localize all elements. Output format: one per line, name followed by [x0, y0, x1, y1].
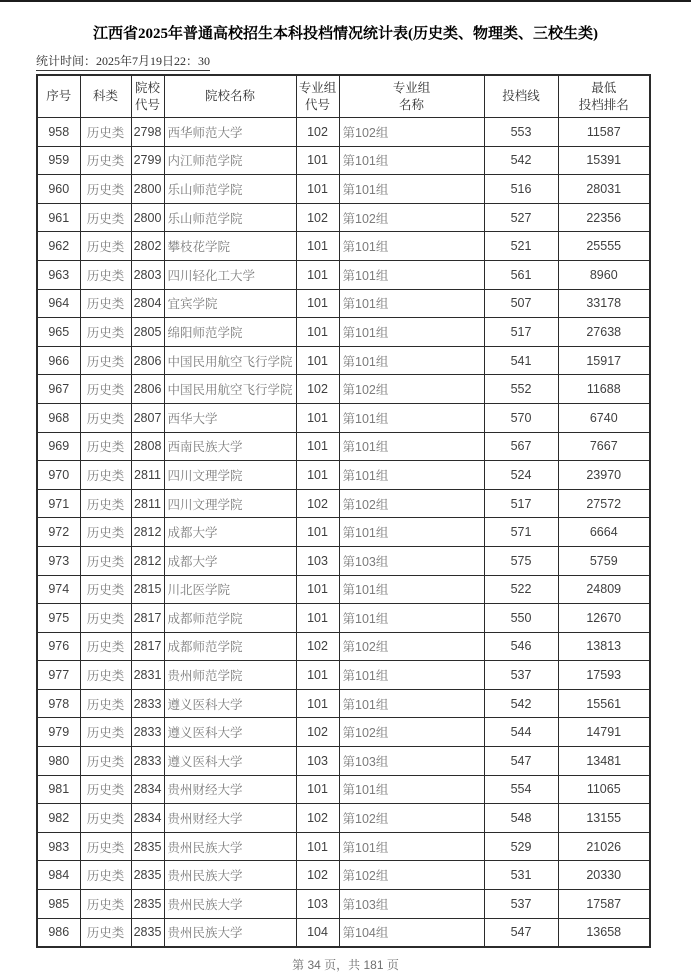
cell-category: 历史类	[80, 661, 131, 690]
header-group-code-line2: 代号	[304, 97, 330, 112]
table-row	[37, 375, 650, 404]
cell-group-name: 第101组	[339, 604, 484, 633]
cell-cutoff-score: 553	[484, 118, 558, 147]
cell-group-code: 102	[296, 203, 339, 232]
cell-college-code: 2811	[131, 489, 164, 518]
cell-group-name: 第101组	[339, 289, 484, 318]
cell-min-rank: 13155	[558, 804, 650, 833]
cell-group-name: 第102组	[339, 203, 484, 232]
cell-group-code: 101	[296, 232, 339, 261]
table-row	[37, 747, 650, 776]
cell-group-name: 第102组	[339, 118, 484, 147]
cell-college-name: 遵义医科大学	[164, 718, 296, 747]
cell-group-code: 102	[296, 375, 339, 404]
cell-category: 历史类	[80, 861, 131, 890]
cell-group-name: 第101组	[339, 689, 484, 718]
cell-cutoff-score: 554	[484, 775, 558, 804]
cell-serial: 970	[37, 461, 80, 490]
table-row	[37, 432, 650, 461]
cell-group-name: 第102组	[339, 375, 484, 404]
cell-min-rank: 7667	[558, 432, 650, 461]
cell-category: 历史类	[80, 832, 131, 861]
header-college-code	[131, 75, 164, 118]
cell-serial: 986	[37, 918, 80, 947]
cell-serial: 968	[37, 403, 80, 432]
header-serial-line1: 序号	[46, 89, 72, 104]
cell-group-name: 第104组	[339, 918, 484, 947]
cell-college-code: 2800	[131, 175, 164, 204]
cell-group-code: 101	[296, 403, 339, 432]
cell-min-rank: 14791	[558, 718, 650, 747]
cell-group-code: 101	[296, 260, 339, 289]
cell-group-name: 第103组	[339, 546, 484, 575]
cell-college-name: 贵州民族大学	[164, 861, 296, 890]
cell-college-code: 2798	[131, 118, 164, 147]
cell-group-name: 第102组	[339, 861, 484, 890]
cell-group-name: 第101组	[339, 260, 484, 289]
cell-category: 历史类	[80, 461, 131, 490]
cell-group-code: 101	[296, 318, 339, 347]
cell-group-code: 103	[296, 890, 339, 919]
cell-category: 历史类	[80, 232, 131, 261]
cell-serial: 975	[37, 604, 80, 633]
cell-college-code: 2812	[131, 546, 164, 575]
cell-category: 历史类	[80, 747, 131, 776]
cell-serial: 977	[37, 661, 80, 690]
cell-category: 历史类	[80, 575, 131, 604]
cell-serial: 971	[37, 489, 80, 518]
cell-group-name: 第101组	[339, 318, 484, 347]
cell-cutoff-score: 561	[484, 260, 558, 289]
cell-college-code: 2802	[131, 232, 164, 261]
cell-group-code: 101	[296, 146, 339, 175]
cell-college-name: 四川文理学院	[164, 489, 296, 518]
cell-serial: 984	[37, 861, 80, 890]
cell-college-name: 中国民用航空飞行学院	[164, 346, 296, 375]
cell-serial: 965	[37, 318, 80, 347]
cell-group-name: 第101组	[339, 661, 484, 690]
header-group-name	[339, 75, 484, 118]
cell-serial: 976	[37, 632, 80, 661]
cell-min-rank: 28031	[558, 175, 650, 204]
cell-college-code: 2800	[131, 203, 164, 232]
cell-group-name: 第101组	[339, 403, 484, 432]
table-row	[37, 661, 650, 690]
table-row	[37, 175, 650, 204]
cell-category: 历史类	[80, 604, 131, 633]
cell-cutoff-score: 548	[484, 804, 558, 833]
cell-category: 历史类	[80, 118, 131, 147]
cell-serial: 982	[37, 804, 80, 833]
cell-group-code: 102	[296, 118, 339, 147]
cell-college-name: 贵州民族大学	[164, 890, 296, 919]
cell-college-name: 遵义医科大学	[164, 689, 296, 718]
table-row	[37, 775, 650, 804]
cell-college-code: 2811	[131, 461, 164, 490]
cell-min-rank: 17593	[558, 661, 650, 690]
cell-college-code: 2804	[131, 289, 164, 318]
cell-min-rank: 21026	[558, 832, 650, 861]
cell-min-rank: 13481	[558, 747, 650, 776]
cell-min-rank: 17587	[558, 890, 650, 919]
header-college-name	[164, 75, 296, 118]
cell-college-name: 绵阳师范学院	[164, 318, 296, 347]
cell-college-code: 2835	[131, 861, 164, 890]
subtitle-row	[36, 52, 691, 71]
cell-cutoff-score: 537	[484, 890, 558, 919]
cell-group-code: 104	[296, 918, 339, 947]
cell-college-code: 2799	[131, 146, 164, 175]
cell-group-code: 101	[296, 775, 339, 804]
header-min-rank-line2: 投档排名	[578, 97, 629, 112]
cell-group-name: 第102组	[339, 489, 484, 518]
cell-min-rank: 6664	[558, 518, 650, 547]
cell-category: 历史类	[80, 518, 131, 547]
cell-serial: 981	[37, 775, 80, 804]
cell-group-name: 第101组	[339, 461, 484, 490]
cell-group-name: 第101组	[339, 232, 484, 261]
cell-college-name: 成都大学	[164, 546, 296, 575]
cell-college-code: 2835	[131, 918, 164, 947]
cell-category: 历史类	[80, 289, 131, 318]
cell-min-rank: 20330	[558, 861, 650, 890]
cell-serial: 983	[37, 832, 80, 861]
cell-cutoff-score: 546	[484, 632, 558, 661]
header-group-code	[296, 75, 339, 118]
cell-group-name: 第101组	[339, 832, 484, 861]
cell-cutoff-score: 542	[484, 146, 558, 175]
cell-serial: 960	[37, 175, 80, 204]
cell-college-code: 2812	[131, 518, 164, 547]
table-row	[37, 832, 650, 861]
cell-group-name: 第101组	[339, 575, 484, 604]
cell-category: 历史类	[80, 689, 131, 718]
header-cutoff-score	[484, 75, 558, 118]
cell-min-rank: 11587	[558, 118, 650, 147]
cell-college-name: 西南民族大学	[164, 432, 296, 461]
cell-cutoff-score: 571	[484, 518, 558, 547]
cell-category: 历史类	[80, 718, 131, 747]
table-row	[37, 890, 650, 919]
cell-college-code: 2806	[131, 346, 164, 375]
cell-college-code: 2806	[131, 375, 164, 404]
cell-college-code: 2803	[131, 260, 164, 289]
cell-category: 历史类	[80, 918, 131, 947]
cell-min-rank: 12670	[558, 604, 650, 633]
cell-college-name: 川北医学院	[164, 575, 296, 604]
cell-min-rank: 15391	[558, 146, 650, 175]
cell-college-name: 宜宾学院	[164, 289, 296, 318]
cell-college-code: 2833	[131, 718, 164, 747]
table-row	[37, 518, 650, 547]
cell-category: 历史类	[80, 489, 131, 518]
cell-cutoff-score: 541	[484, 346, 558, 375]
page-number: 第 34 页，共 181 页	[292, 958, 399, 973]
cell-serial: 973	[37, 546, 80, 575]
cell-min-rank: 22356	[558, 203, 650, 232]
header-row	[37, 75, 650, 118]
cell-group-name: 第102组	[339, 718, 484, 747]
table-row	[37, 146, 650, 175]
header-college-name-line1: 院校名称	[204, 89, 255, 104]
cell-group-name: 第103组	[339, 890, 484, 919]
table-header	[37, 75, 650, 118]
table-row	[37, 918, 650, 947]
page-title: 江西省2025年普通高校招生本科投档情况统计表(历史类、物理类、三校生类)	[93, 26, 598, 42]
cell-group-code: 101	[296, 575, 339, 604]
table-row	[37, 232, 650, 261]
cell-group-name: 第101组	[339, 775, 484, 804]
cell-college-code: 2808	[131, 432, 164, 461]
cell-min-rank: 15917	[558, 346, 650, 375]
cell-category: 历史类	[80, 175, 131, 204]
cell-college-code: 2833	[131, 747, 164, 776]
cell-college-name: 贵州师范学院	[164, 661, 296, 690]
cell-category: 历史类	[80, 346, 131, 375]
cell-group-code: 102	[296, 804, 339, 833]
cell-group-code: 103	[296, 747, 339, 776]
cell-min-rank: 8960	[558, 260, 650, 289]
cell-college-code: 2835	[131, 832, 164, 861]
cell-min-rank: 27638	[558, 318, 650, 347]
cell-serial: 979	[37, 718, 80, 747]
header-category	[80, 75, 131, 118]
cell-college-name: 四川文理学院	[164, 461, 296, 490]
cell-cutoff-score: 570	[484, 403, 558, 432]
header-category-line1: 科类	[92, 89, 118, 104]
cell-category: 历史类	[80, 890, 131, 919]
cell-group-name: 第101组	[339, 346, 484, 375]
cell-min-rank: 11065	[558, 775, 650, 804]
cell-serial: 964	[37, 289, 80, 318]
cell-min-rank: 13813	[558, 632, 650, 661]
cell-college-name: 乐山师范学院	[164, 203, 296, 232]
cell-cutoff-score: 524	[484, 461, 558, 490]
cell-college-name: 成都师范学院	[164, 632, 296, 661]
cell-college-name: 四川轻化工大学	[164, 260, 296, 289]
cell-cutoff-score: 517	[484, 489, 558, 518]
cell-category: 历史类	[80, 203, 131, 232]
cell-cutoff-score: 529	[484, 832, 558, 861]
header-cutoff-score-line1: 投档线	[502, 89, 540, 104]
cell-category: 历史类	[80, 318, 131, 347]
cell-college-name: 成都师范学院	[164, 604, 296, 633]
cell-college-code: 2831	[131, 661, 164, 690]
cell-group-code: 101	[296, 689, 339, 718]
cell-college-name: 中国民用航空飞行学院	[164, 375, 296, 404]
cell-college-name: 贵州财经大学	[164, 775, 296, 804]
cell-college-code: 2817	[131, 604, 164, 633]
cell-serial: 972	[37, 518, 80, 547]
cell-cutoff-score: 575	[484, 546, 558, 575]
header-college-code-line1: 院校	[134, 80, 160, 95]
cell-min-rank: 5759	[558, 546, 650, 575]
cell-category: 历史类	[80, 804, 131, 833]
top-border-line	[0, 0, 691, 2]
cell-min-rank: 25555	[558, 232, 650, 261]
cell-cutoff-score: 531	[484, 861, 558, 890]
cell-group-name: 第101组	[339, 175, 484, 204]
header-group-code-line1: 专业组	[298, 80, 337, 95]
cell-group-code: 101	[296, 289, 339, 318]
cell-min-rank: 15561	[558, 689, 650, 718]
cell-serial: 967	[37, 375, 80, 404]
header-min-rank	[558, 75, 650, 118]
cell-serial: 958	[37, 118, 80, 147]
cell-college-name: 西华师范大学	[164, 118, 296, 147]
cell-serial: 961	[37, 203, 80, 232]
cell-cutoff-score: 517	[484, 318, 558, 347]
cell-group-code: 101	[296, 661, 339, 690]
cell-college-code: 2805	[131, 318, 164, 347]
cell-college-name: 乐山师范学院	[164, 175, 296, 204]
cell-serial: 969	[37, 432, 80, 461]
cell-group-code: 101	[296, 346, 339, 375]
cell-serial: 963	[37, 260, 80, 289]
cell-min-rank: 6740	[558, 403, 650, 432]
cell-serial: 962	[37, 232, 80, 261]
cell-serial: 959	[37, 146, 80, 175]
cell-college-code: 2835	[131, 890, 164, 919]
cell-cutoff-score: 552	[484, 375, 558, 404]
cell-college-name: 内江师范学院	[164, 146, 296, 175]
cell-college-code: 2817	[131, 632, 164, 661]
cell-group-code: 101	[296, 518, 339, 547]
cell-college-name: 遵义医科大学	[164, 747, 296, 776]
cell-college-name: 贵州民族大学	[164, 832, 296, 861]
cell-college-name: 攀枝花学院	[164, 232, 296, 261]
cell-group-name: 第103组	[339, 747, 484, 776]
cell-group-name: 第101组	[339, 518, 484, 547]
cell-cutoff-score: 522	[484, 575, 558, 604]
cell-min-rank: 11688	[558, 375, 650, 404]
cell-group-code: 101	[296, 832, 339, 861]
cell-group-code: 103	[296, 546, 339, 575]
cell-category: 历史类	[80, 146, 131, 175]
table-row	[37, 118, 650, 147]
table-row	[37, 546, 650, 575]
table-row	[37, 346, 650, 375]
cell-college-name: 贵州民族大学	[164, 918, 296, 947]
table-row	[37, 203, 650, 232]
table-row	[37, 861, 650, 890]
cell-group-name: 第102组	[339, 804, 484, 833]
cell-group-code: 101	[296, 432, 339, 461]
cell-category: 历史类	[80, 403, 131, 432]
cell-group-code: 101	[296, 461, 339, 490]
table-row	[37, 804, 650, 833]
cell-college-name: 西华大学	[164, 403, 296, 432]
cell-min-rank: 13658	[558, 918, 650, 947]
cell-cutoff-score: 547	[484, 747, 558, 776]
cell-group-name: 第101组	[339, 146, 484, 175]
cell-category: 历史类	[80, 432, 131, 461]
table-row	[37, 575, 650, 604]
cell-cutoff-score: 527	[484, 203, 558, 232]
cell-category: 历史类	[80, 632, 131, 661]
cell-college-code: 2834	[131, 775, 164, 804]
cell-group-code: 102	[296, 718, 339, 747]
cell-cutoff-score: 542	[484, 689, 558, 718]
cell-college-code: 2807	[131, 403, 164, 432]
table-row	[37, 461, 650, 490]
table-row	[37, 260, 650, 289]
cell-cutoff-score: 567	[484, 432, 558, 461]
table-row	[37, 604, 650, 633]
cell-cutoff-score: 507	[484, 289, 558, 318]
table-row	[37, 489, 650, 518]
header-college-code-line2: 代号	[134, 97, 160, 112]
cell-category: 历史类	[80, 260, 131, 289]
table-row	[37, 718, 650, 747]
cell-cutoff-score: 544	[484, 718, 558, 747]
cell-category: 历史类	[80, 775, 131, 804]
cell-college-code: 2834	[131, 804, 164, 833]
cell-college-code: 2833	[131, 689, 164, 718]
cell-min-rank: 33178	[558, 289, 650, 318]
cell-group-name: 第102组	[339, 632, 484, 661]
cell-cutoff-score: 550	[484, 604, 558, 633]
cell-college-name: 成都大学	[164, 518, 296, 547]
cell-group-code: 101	[296, 175, 339, 204]
cell-college-name: 贵州财经大学	[164, 804, 296, 833]
cell-cutoff-score: 521	[484, 232, 558, 261]
cell-group-code: 102	[296, 489, 339, 518]
table-row	[37, 632, 650, 661]
cell-serial: 974	[37, 575, 80, 604]
cell-group-code: 102	[296, 861, 339, 890]
cell-serial: 966	[37, 346, 80, 375]
header-serial	[37, 75, 80, 118]
cell-serial: 985	[37, 890, 80, 919]
cell-college-code: 2815	[131, 575, 164, 604]
table-row	[37, 318, 650, 347]
cell-category: 历史类	[80, 546, 131, 575]
header-min-rank-line1: 最低	[591, 80, 617, 95]
header-group-name-line2: 名称	[398, 97, 424, 112]
cell-cutoff-score: 537	[484, 661, 558, 690]
stats-time-label: 统计时间：2025年7月19日22：30	[36, 52, 210, 71]
cell-serial: 980	[37, 747, 80, 776]
cell-category: 历史类	[80, 375, 131, 404]
cell-min-rank: 24809	[558, 575, 650, 604]
cell-group-code: 102	[296, 632, 339, 661]
cell-min-rank: 23970	[558, 461, 650, 490]
cell-cutoff-score: 547	[484, 918, 558, 947]
cell-group-name: 第101组	[339, 432, 484, 461]
table-row	[37, 289, 650, 318]
cell-min-rank: 27572	[558, 489, 650, 518]
cell-group-code: 101	[296, 604, 339, 633]
table-row	[37, 403, 650, 432]
header-group-name-line1: 专业组	[392, 80, 431, 95]
cell-cutoff-score: 516	[484, 175, 558, 204]
table-body	[37, 118, 650, 948]
table-row	[37, 689, 650, 718]
cell-serial: 978	[37, 689, 80, 718]
admission-table	[36, 74, 651, 948]
